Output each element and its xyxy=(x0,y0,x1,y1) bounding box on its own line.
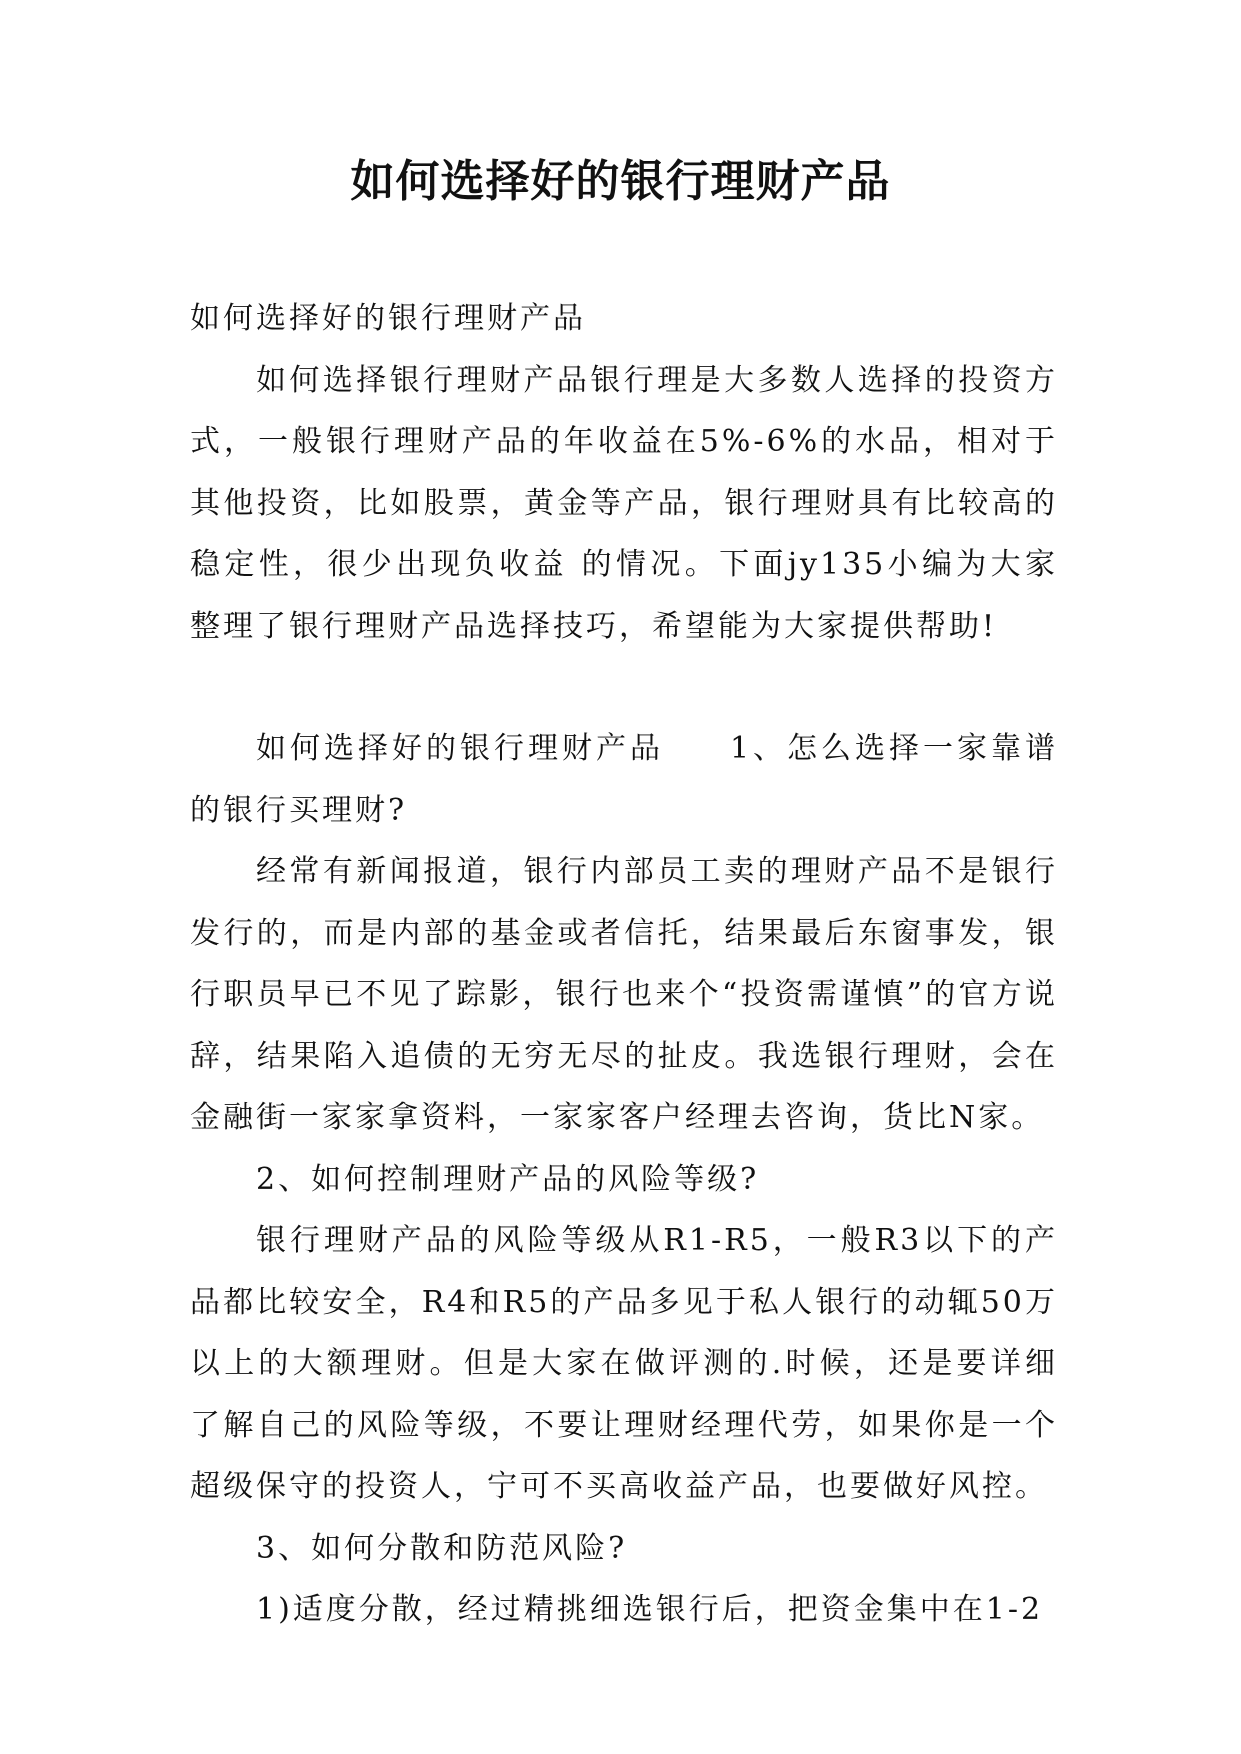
question-1-heading: 1、怎么选择一家靠谱的银行买理财? xyxy=(190,731,1058,828)
question-2-heading: 2、如何控制理财产品的风险等级? xyxy=(256,1161,760,1197)
question-1-body: 经常有新闻报道，银行内部员工卖的理财产品不是银行发行的，而是内部的基金或者信托，结果最后东窗事发，银行职员早已不见了踪影，银行也来个“投资需谨慎”的官方说辞，结果陷入追债的无穷无尽的扯皮。我选银行理财，会在金融街一家家拿资料，一家家客户经理去咨询，货比N家。 xyxy=(190,854,1058,1135)
document-subtitle: 如何选择好的银行理财产品 xyxy=(190,301,586,336)
section-heading-prefix: 如何选择好的银行理财产品 xyxy=(256,731,664,766)
intro-paragraph: 如何选择银行理财产品银行理是大多数人选择的投资方式，一般银行理财产品的年收益在5%-6%的水品，相对于其他投资，比如股票，黄金等产品，银行理财具有比较高的稳定性，很少出现负收益 的情况。下面jy135小编为大家整理了银行理财产品选择技巧，希望能为大家提供帮助! xyxy=(190,362,1058,644)
question-3-heading: 3、如何分散和防范风险? xyxy=(256,1530,628,1566)
section-heading xyxy=(190,718,1058,841)
document-title: 如何选择好的银行理财产品 xyxy=(350,156,891,207)
question-2-body: 银行理财产品的风险等级从R1-R5，一般R3以下的产品都比较安全，R4和R5的产品多见于私人银行的动辄50万以上的大额理财。但是大家在做评测的.时候，还是要详细了解自己的风险等级，不要让理财经理代劳，如果你是一个超级保守的投资人，宁可不买高收益产品，也要做好风控。 xyxy=(190,1223,1058,1504)
paragraph-gap xyxy=(190,657,1058,718)
document-body xyxy=(190,288,1058,1641)
question-3-item-1: 1)适度分散，经过精挑细选银行后，把资金集中在1-2 xyxy=(256,1592,1044,1627)
